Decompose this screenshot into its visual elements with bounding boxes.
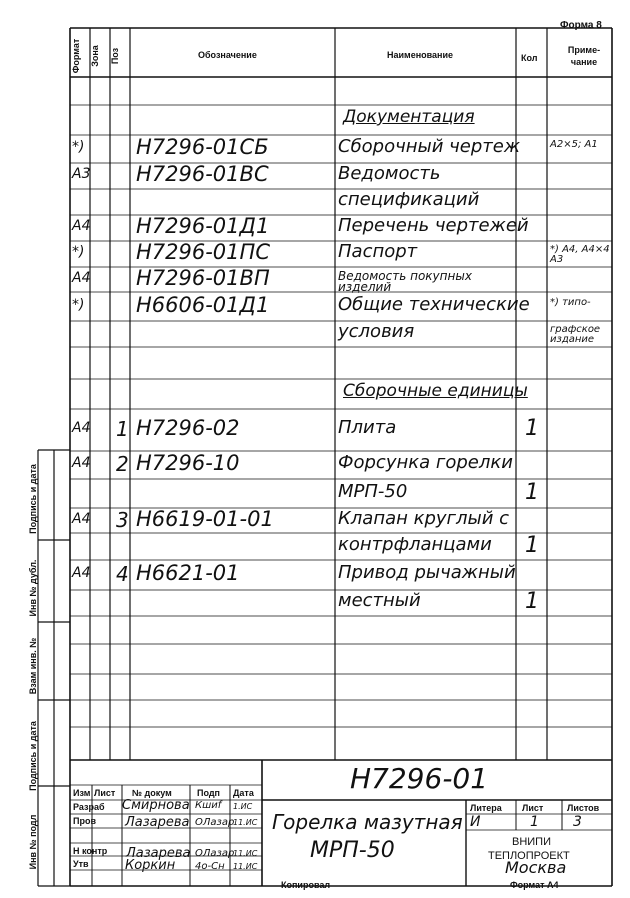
row-designation: H6621-01 [136, 561, 240, 585]
col-header-designation: Обозначение [198, 50, 257, 60]
row-position: 3 [116, 507, 129, 532]
row-name: Клапан круглый с [338, 507, 510, 529]
tb-litera-label: Литера [470, 803, 502, 813]
tb-org-city: Москва [505, 858, 567, 877]
col-header-note: Приме- чание [567, 45, 601, 67]
row-name: МРП-50 [338, 480, 408, 502]
tb-date-prov: 11.ИС [233, 818, 258, 827]
tb-signature-prov: ОЛазар [195, 817, 235, 828]
tb-date-nkontr: 11.ИС [233, 849, 258, 858]
row-designation: H6606-01Д1 [136, 292, 270, 317]
row-designation: H7296-01СБ [136, 135, 269, 159]
footer-format: Формат А4 [510, 880, 559, 890]
tb-list-value: 1 [530, 814, 539, 830]
tb-col-podp: Подп [197, 788, 220, 798]
row-name: Форсунка горелки [338, 452, 513, 473]
col-header-qty: Кол [521, 53, 538, 63]
row-name: условия [338, 321, 415, 342]
tb-listov-value: 3 [573, 814, 582, 830]
side-label-inv-podl: Инв № подл [28, 814, 38, 870]
tb-list-label: Лист [522, 803, 544, 813]
row-designation: H7296-02 [136, 416, 240, 440]
row-designation: H6619-01-01 [136, 506, 274, 531]
tb-signature-nkontr: ОЛазар [195, 848, 235, 859]
side-label-inv-dubl: Инв № дубл. [28, 559, 38, 617]
tb-col-izm: Изм [73, 788, 91, 798]
col-header-format: Формат [71, 38, 81, 74]
row-designation: H7296-01ПС [136, 240, 270, 264]
footer-copied: Копировал [281, 880, 331, 890]
side-label-vzam-inv: Взам инв. № [28, 637, 38, 695]
row-format: *) [72, 244, 85, 260]
row-format: A3 [72, 166, 91, 182]
row-format: *) [72, 139, 85, 155]
side-label-sign-date-2: Подпись и дата [28, 721, 38, 791]
col-header-pos: Поз [110, 47, 120, 65]
tb-col-data: Дата [233, 788, 254, 798]
row-quantity: 1 [525, 416, 539, 441]
row-format: A4 [72, 565, 91, 581]
row-name: Сборочный чертеж [338, 136, 521, 157]
tb-product-model: МРП-50 [310, 838, 395, 863]
row-name: Ведомость [338, 163, 441, 184]
section-heading: Сборочные единицы [343, 381, 528, 401]
row-designation: H7296-01Д1 [136, 214, 270, 238]
section-heading: Документация [343, 107, 475, 127]
tb-col-docnum: № докум [132, 788, 172, 798]
tb-org-line2: ТЕПЛОПРОЕКТ [488, 850, 570, 862]
tb-name-nkontr: Лазарева [126, 846, 191, 861]
tb-col-list: Лист [94, 788, 116, 798]
row-name: Ведомость покупных изделий [338, 268, 472, 294]
doc-number: H7296-01 [350, 762, 489, 795]
tb-role-utv: Утв [73, 859, 89, 869]
row-quantity: 1 [525, 589, 539, 614]
tb-role-prov: Пров [73, 816, 96, 826]
row-name: местный [338, 590, 421, 611]
row-name: контрфланцами [338, 533, 492, 555]
row-format: A4 [72, 455, 91, 471]
row-name: Плита [338, 417, 397, 438]
row-designation: H7296-10 [136, 451, 240, 475]
row-position: 4 [116, 562, 129, 586]
tb-date-utv: 11.ИС [233, 862, 258, 871]
tb-org-line1: ВНИПИ [512, 836, 551, 848]
row-format: *) [72, 296, 85, 313]
tb-listov-label: Листов [567, 803, 600, 813]
tb-date-razrab: 1.ИС [233, 802, 253, 811]
row-format: A4 [72, 510, 91, 527]
form-label: Форма 8 [560, 20, 602, 31]
tb-name-razrab: Смирнова [122, 798, 190, 813]
tb-name-utv: Коркин [125, 858, 176, 873]
row-name: спецификаций [338, 189, 480, 210]
tb-product-name: Горелка мазутная [272, 810, 463, 834]
row-position: 2 [116, 452, 129, 476]
row-note: графское издание [550, 324, 601, 345]
row-name: Общие технические [338, 293, 530, 315]
col-header-name: Наименование [387, 50, 454, 60]
tb-name-prov: Лазарева [125, 815, 190, 830]
row-quantity: 1 [525, 479, 539, 505]
row-name: Перечень чертежей [338, 215, 529, 236]
row-designation: H7296-01ВП [136, 265, 270, 290]
row-quantity: 1 [525, 532, 539, 558]
row-format: A4 [72, 218, 91, 234]
tb-role-razrab: Разраб [73, 802, 105, 812]
side-label-sign-date: Подпись и дата [28, 464, 38, 534]
row-name: Привод рычажный [338, 562, 516, 583]
col-header-zone: Зона [90, 45, 100, 67]
row-note: *) A4, A4×4 A3 [550, 244, 610, 265]
tb-litera-value: И [470, 814, 481, 830]
row-format: A4 [72, 420, 91, 436]
tb-signature-utv: 4о-Сн [195, 861, 225, 872]
tb-role-nkontr: Н контр [73, 846, 108, 856]
row-name: Паспорт [338, 241, 418, 262]
row-note: *) типо- [550, 296, 591, 308]
row-note: A2×5; A1 [550, 139, 598, 150]
tb-signature-razrab: Кшиf [195, 800, 222, 811]
row-format: A4 [72, 269, 91, 286]
row-designation: H7296-01ВС [136, 162, 269, 186]
row-position: 1 [116, 417, 129, 441]
